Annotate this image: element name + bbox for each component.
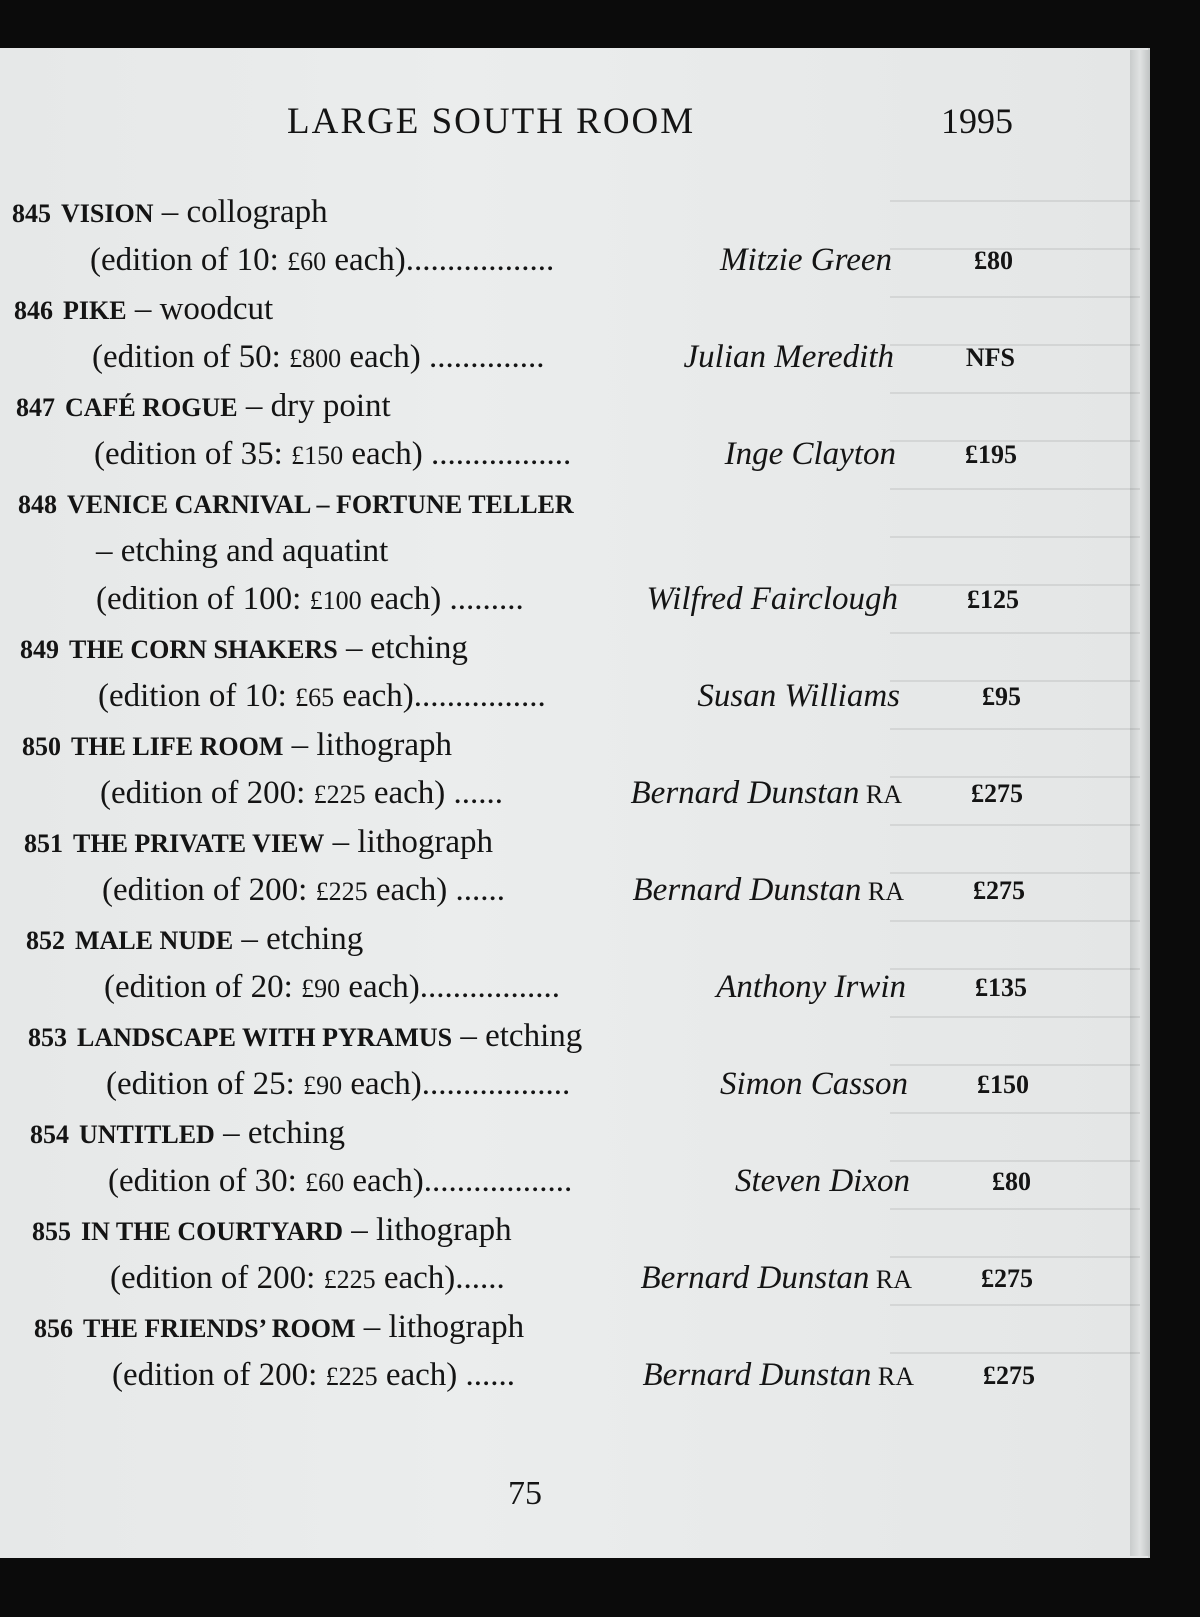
price: £95: [982, 682, 1021, 711]
entry-number: 847: [16, 393, 55, 422]
entry-medium: – etching: [241, 921, 364, 957]
entry-number: 848: [18, 490, 57, 519]
entry-edition-line: [18, 575, 1018, 624]
artist-name: [647, 575, 898, 625]
edition-prefix: (edition of 50:: [92, 339, 290, 375]
entry-edition-line: [12, 236, 1012, 285]
artist: Anthony Irwin: [716, 969, 906, 1005]
edition-suffix: each): [334, 678, 414, 714]
entry-edition-line: [22, 769, 1022, 818]
edition-price: £225: [315, 877, 368, 906]
edition-info: [94, 430, 571, 480]
artist-name: [697, 672, 900, 722]
edition-prefix: (edition of 35:: [94, 436, 292, 472]
edition-suffix: each): [342, 1066, 422, 1102]
edition-prefix: (edition of 200:: [102, 872, 316, 908]
edition-price: £225: [325, 1362, 378, 1391]
entry-medium: – lithograph: [363, 1309, 525, 1345]
catalogue-entry: [20, 624, 1020, 721]
edition-price: £60: [287, 247, 327, 276]
entry-medium: – etching: [223, 1115, 345, 1151]
entry-heading: [16, 382, 1016, 430]
artist: Susan Williams: [697, 678, 900, 714]
edition-info: [110, 1254, 505, 1304]
leader-dots: ................: [413, 678, 546, 714]
edition-suffix: each): [340, 969, 420, 1005]
entry-title: MALE NUDE: [75, 926, 234, 955]
entry-title: CAFÉ ROGUE: [65, 393, 238, 422]
entry-number: 849: [20, 635, 59, 664]
leader-dots: ......: [455, 872, 505, 908]
price: £275: [983, 1361, 1035, 1390]
edition-price: £225: [323, 1265, 376, 1294]
entry-heading: [28, 1012, 1028, 1060]
entry-edition-line: [16, 430, 1016, 479]
edition-info: [100, 769, 503, 819]
entry-heading: [14, 285, 1014, 333]
entry-title: LANDSCAPE WITH PYRAMUS: [77, 1023, 453, 1052]
entry-title: THE LIFE ROOM: [71, 732, 284, 761]
entry-edition-line: [14, 333, 1014, 382]
price: £135: [975, 973, 1027, 1002]
page-number: 75: [508, 1475, 542, 1512]
room-title: LARGE SOUTH ROOM: [287, 101, 696, 142]
edition-prefix: (edition of 200:: [112, 1357, 326, 1393]
entry-heading: [30, 1109, 1030, 1157]
edition-info: [106, 1060, 570, 1110]
entry-heading: [24, 818, 1024, 866]
entry-heading: [20, 624, 1020, 672]
leader-dots: ..............: [429, 339, 545, 375]
artist-name: [716, 963, 906, 1013]
price: £275: [971, 779, 1023, 808]
edition-info: [90, 236, 554, 286]
artist-suffix: RA: [871, 1362, 914, 1391]
catalogue-entries: [12, 188, 1035, 1400]
entry-number: 852: [26, 926, 65, 955]
artist: Steven Dixon: [734, 1163, 910, 1199]
edition-suffix: each): [344, 1163, 424, 1199]
entry-medium: – woodcut: [134, 291, 274, 327]
entry-number: 853: [28, 1023, 67, 1052]
edition-prefix: (edition of 10:: [98, 678, 296, 714]
entry-title: IN THE COURTYARD: [81, 1217, 344, 1246]
artist: Inge Clayton: [724, 436, 896, 472]
entry-number: 855: [32, 1217, 71, 1246]
edition-suffix: each): [367, 872, 456, 908]
catalogue-entry: [12, 188, 1012, 285]
edition-info: [96, 575, 524, 625]
entry-edition-line: [30, 1157, 1030, 1206]
catalogue-entry: [28, 1012, 1028, 1109]
artist: Mitzie Green: [720, 242, 892, 278]
year: 1995: [941, 101, 1013, 141]
entry-medium: – lithograph: [291, 727, 453, 763]
artist-name: [720, 236, 892, 286]
price: £275: [981, 1264, 1033, 1293]
entry-title: VISION: [61, 199, 154, 228]
entry-number: 854: [30, 1120, 69, 1149]
price: NFS: [965, 343, 1015, 372]
catalogue-entry: [26, 915, 1026, 1012]
edition-info: [104, 963, 560, 1013]
entry-heading: [12, 188, 1012, 236]
entry-number: 856: [34, 1314, 73, 1343]
entry-medium: – collograph: [161, 194, 328, 230]
artist-suffix: RA: [861, 877, 904, 906]
leader-dots: ......: [453, 775, 503, 811]
artist: Julian Meredith: [683, 339, 894, 375]
entry-heading: [22, 721, 1022, 769]
entry-title: THE FRIENDS’ ROOM: [83, 1314, 356, 1343]
artist-name: [631, 769, 902, 819]
artist: Bernard Dunstan: [630, 775, 860, 811]
edition-info: [92, 333, 545, 383]
price: £275: [973, 876, 1025, 905]
entry-heading: [18, 479, 1018, 527]
artist: Wilfred Fairclough: [646, 581, 898, 617]
edition-prefix: (edition of 25:: [106, 1066, 304, 1102]
edition-price: £90: [303, 1071, 343, 1100]
catalogue-entry: [14, 285, 1014, 382]
edition-info: [112, 1351, 515, 1401]
entry-heading: [32, 1206, 1032, 1254]
entry-title: UNTITLED: [79, 1120, 215, 1149]
edition-price: £800: [289, 344, 342, 373]
edition-prefix: (edition of 20:: [104, 969, 302, 1005]
artist-suffix: RA: [869, 1265, 912, 1294]
entry-edition-line: [34, 1351, 1034, 1400]
artist: Bernard Dunstan: [642, 1357, 872, 1393]
artist: Bernard Dunstan: [640, 1260, 870, 1296]
price: £80: [992, 1167, 1031, 1196]
edition-info: [98, 672, 546, 722]
entry-edition-line: [28, 1060, 1028, 1109]
edition-suffix: each): [326, 242, 406, 278]
entry-edition-line: [20, 672, 1020, 721]
edition-info: [108, 1157, 572, 1207]
entry-title: PIKE: [63, 296, 127, 325]
entry-medium: – dry point: [245, 388, 391, 424]
entry-medium: – etching and aquatint: [96, 533, 389, 569]
catalogue-entry: [30, 1109, 1030, 1206]
entry-medium: – etching: [345, 630, 468, 666]
edition-prefix: (edition of 10:: [90, 242, 288, 278]
entry-edition-line: [26, 963, 1026, 1012]
edition-suffix: each): [341, 339, 429, 375]
entry-medium-line: [18, 527, 1018, 575]
leader-dots: ..................: [423, 1163, 573, 1199]
artist-name: [735, 1157, 910, 1207]
edition-suffix: each): [365, 775, 454, 811]
entry-medium: – etching: [460, 1018, 583, 1054]
entry-title: THE CORN SHAKERS: [69, 635, 338, 664]
edition-price: £100: [309, 586, 362, 615]
entry-medium: – lithograph: [351, 1212, 512, 1248]
price: £195: [965, 440, 1017, 469]
edition-price: £150: [291, 441, 344, 470]
artist-name: [684, 333, 894, 383]
edition-prefix: (edition of 100:: [96, 581, 310, 617]
leader-dots: .................: [431, 436, 572, 472]
edition-price: £60: [305, 1168, 345, 1197]
entry-number: 850: [22, 732, 61, 761]
edition-suffix: each): [361, 581, 450, 617]
leader-dots: ......: [465, 1357, 515, 1393]
page-header: [0, 100, 1148, 150]
entry-heading: [26, 915, 1026, 963]
edition-suffix: each): [375, 1260, 456, 1296]
price: £125: [967, 585, 1019, 614]
entry-medium: – lithograph: [332, 824, 494, 860]
catalogue-entry: [24, 818, 1024, 915]
entry-number: 845: [12, 199, 51, 228]
edition-prefix: (edition of 30:: [108, 1163, 306, 1199]
catalogue-entry: [32, 1206, 1032, 1303]
artist-suffix: RA: [859, 780, 902, 809]
edition-prefix: (edition of 200:: [110, 1260, 324, 1296]
edition-suffix: each): [343, 436, 431, 472]
leader-dots: ..................: [421, 1066, 571, 1102]
catalogue-entry: [16, 382, 1016, 479]
entry-number: 846: [14, 296, 53, 325]
leader-dots: .................: [419, 969, 560, 1005]
artist-name: [720, 1060, 908, 1110]
entry-edition-line: [32, 1254, 1032, 1303]
artist-name: [641, 1254, 912, 1304]
catalogue-entry: [18, 479, 1018, 624]
entry-title: THE PRIVATE VIEW: [73, 829, 325, 858]
edition-price: £225: [313, 780, 366, 809]
edition-prefix: (edition of 200:: [100, 775, 314, 811]
catalogue-entry: [34, 1303, 1034, 1400]
entry-edition-line: [24, 866, 1024, 915]
artist-name: [633, 866, 904, 916]
catalogue-entry: [22, 721, 1022, 818]
artist: Simon Casson: [720, 1066, 908, 1102]
leader-dots: ......: [455, 1260, 505, 1296]
entry-title: VENICE CARNIVAL – FORTUNE TELLER: [67, 490, 574, 519]
entry-number: 851: [24, 829, 63, 858]
price: £150: [977, 1070, 1029, 1099]
artist-name: [643, 1351, 914, 1401]
entry-heading: [34, 1303, 1034, 1351]
edition-price: £65: [295, 683, 335, 712]
edition-info: [102, 866, 505, 916]
leader-dots: ..................: [405, 242, 555, 278]
artist: Bernard Dunstan: [632, 872, 862, 908]
edition-price: £90: [301, 974, 341, 1003]
artist-name: [725, 430, 896, 480]
edition-suffix: each): [377, 1357, 466, 1393]
leader-dots: .........: [449, 581, 524, 617]
price: £80: [974, 246, 1013, 275]
